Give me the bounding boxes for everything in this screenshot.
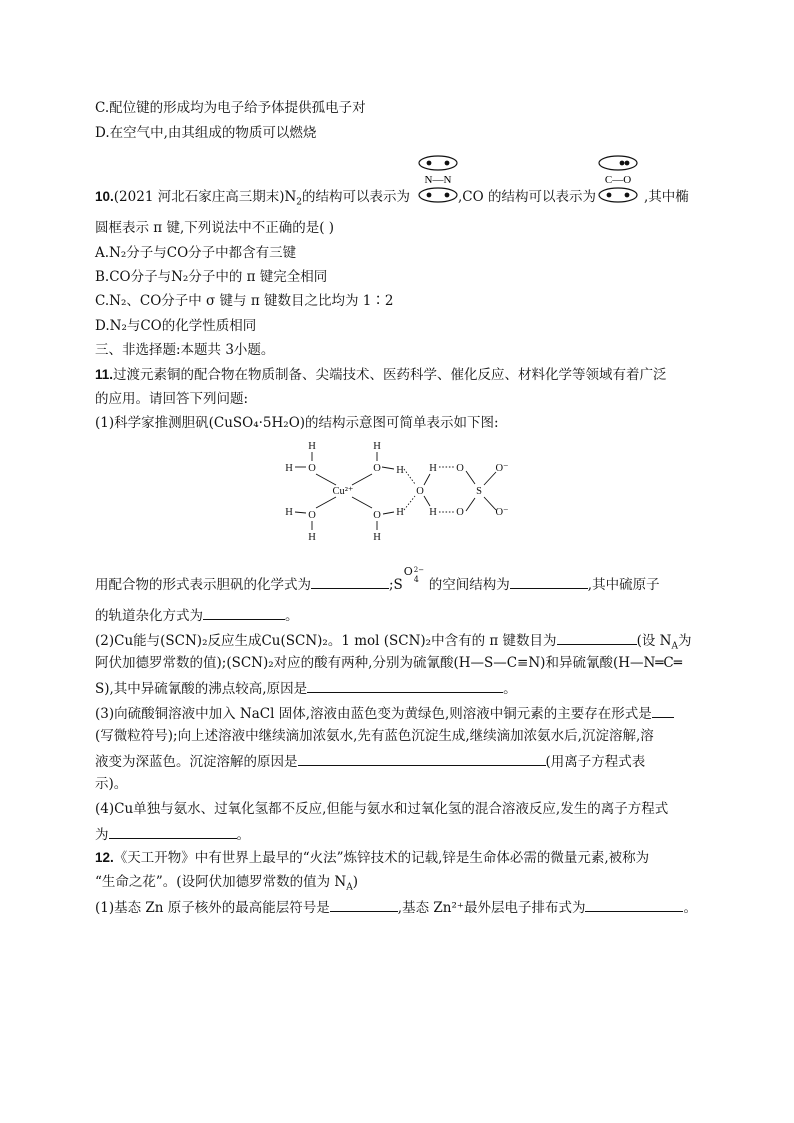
q10-option-c: C.N₂、CO分子中 σ 键与 π 键数目之比均为 1∶2 bbox=[95, 293, 394, 309]
q12-part1: (1)基态 Zn 原子核外的最高能层符号是 ,基态 Zn²⁺最外层电子排布式为 。 bbox=[95, 897, 697, 917]
answer-blank[interactable] bbox=[307, 678, 503, 693]
q11-part1-line1: 用配合物的形式表示胆矾的化学式为 ;S O 2− 4 的空间结构为 ,其中硫原子 bbox=[95, 565, 660, 593]
svg-text:O: O bbox=[373, 510, 381, 521]
q11-part2-line1: (2)Cu能与(SCN)₂反应生成Cu(SCN)₂。1 mol (SCN)₂中含有的 π 键数目为 (设 $N_A$为 bbox=[95, 630, 691, 656]
q11-part1-intro: (1)科学家推测胆矾(CuSO₄·5H₂O)的结构示意图可简单表示如下图: bbox=[95, 415, 499, 431]
q10-option-d: D.N₂与CO的化学性质相同 bbox=[95, 318, 257, 334]
answer-blank[interactable] bbox=[298, 751, 546, 766]
q11-stem-line2: 的应用。请回答下列问题: bbox=[95, 391, 249, 407]
q10-option-a: A.N₂分子与CO分子中都含有三键 bbox=[95, 245, 297, 261]
q10-stem-line2: 圆框表示 π 键,下列说法中不正确的是( ) bbox=[95, 220, 335, 236]
section-three-heading: 三、非选择题:本题共 3小题。 bbox=[95, 342, 275, 358]
answer-blank[interactable] bbox=[109, 824, 237, 839]
q11-part2-line3: S),其中异硫氰酸的沸点较高,原因是 。 bbox=[95, 678, 517, 698]
q11-part3-line2: (写微粒符号);向上述溶液中继续滴加浓氨水,先有蓝色沉淀生成,继续滴加浓氨水后,沉淀溶解,溶 bbox=[95, 728, 654, 744]
n2-label: N—N bbox=[424, 174, 452, 186]
svg-text:H: H bbox=[285, 507, 293, 518]
svg-text:H: H bbox=[308, 441, 316, 452]
q11-part3-line4: 示)。 bbox=[95, 776, 128, 792]
q10-option-b: B.CO分子与N₂分子中的 π 键完全相同 bbox=[95, 269, 328, 285]
q9-option-c: C.配位键的形成均为电子给予体提供孤电子对 bbox=[95, 100, 366, 116]
answer-blank[interactable] bbox=[652, 703, 674, 718]
svg-text:O: O bbox=[456, 507, 464, 518]
q11-number: 11. bbox=[95, 367, 114, 382]
q10-number: 10. bbox=[95, 189, 114, 204]
answer-blank[interactable] bbox=[557, 630, 637, 645]
svg-text:H: H bbox=[429, 507, 437, 518]
svg-text:H: H bbox=[285, 463, 293, 474]
q12-stem-line2: “生命之花”。(设阿伏加德罗常数的值为 $N_A$) bbox=[95, 874, 358, 893]
svg-text:O: O bbox=[456, 463, 464, 474]
q10-stem-line1: 10.(2021 河北石家庄高三期末)$N_2$的结构可以表示为 ,CO 的结构可以表示为 ,其中椭 bbox=[95, 189, 689, 208]
svg-text:H: H bbox=[396, 507, 404, 518]
svg-text:S: S bbox=[476, 486, 482, 497]
svg-text:O⁻: O⁻ bbox=[495, 463, 509, 474]
answer-blank[interactable] bbox=[330, 897, 398, 912]
q11-part3-line3: 液变为深蓝色。沉淀溶解的原因是 (用离子方程式表 bbox=[95, 751, 645, 771]
svg-text:O⁻: O⁻ bbox=[495, 507, 509, 518]
svg-text:H: H bbox=[308, 532, 316, 543]
chalcanthite-structure-diagram bbox=[280, 436, 520, 548]
svg-text:H: H bbox=[429, 463, 437, 474]
answer-blank[interactable] bbox=[311, 574, 389, 589]
q11-part2-line2: 阿伏加德罗常数的值);(SCN)₂对应的酸有两种,分别为硫氰酸(H—S—C≡N)和异硫氰酸(H—N═C═ bbox=[95, 655, 682, 671]
answer-blank[interactable] bbox=[203, 605, 285, 620]
svg-text:O: O bbox=[416, 486, 424, 497]
q12-number: 12. bbox=[95, 850, 114, 865]
q12-stem-line1: 12.《天工开物》中有世界上最早的“火法”炼锌技术的记载,锌是生命体必需的微量元素,被称为 bbox=[95, 850, 650, 866]
q11-part1-line2: 的轨道杂化方式为 。 bbox=[95, 605, 299, 625]
svg-text:O: O bbox=[373, 463, 381, 474]
q11-part3-line1: (3)向硫酸铜溶液中加入 NaCl 固体,溶液由蓝色变为黄绿色,则溶液中铜元素的主要存在形式是 bbox=[95, 703, 674, 723]
answer-blank[interactable] bbox=[585, 897, 683, 912]
co-label: C—O bbox=[604, 174, 632, 186]
svg-text:O: O bbox=[308, 463, 316, 474]
q11-stem-line1: 11.过渡元素铜的配合物在物质制备、尖端技术、医药科学、催化反应、材料化学等领域有着广泛 bbox=[95, 367, 667, 383]
svg-text:H: H bbox=[396, 465, 404, 476]
answer-blank[interactable] bbox=[510, 574, 588, 589]
svg-text:H: H bbox=[373, 532, 381, 543]
svg-text:H: H bbox=[373, 441, 381, 452]
svg-text:O: O bbox=[308, 510, 316, 521]
q11-part4-line1: (4)Cu单独与氨水、过氧化氢都不反应,但能与氨水和过氧化氢的混合溶液反应,发生的离子方程式 bbox=[95, 801, 669, 817]
svg-text:Cu²⁺: Cu²⁺ bbox=[332, 486, 354, 497]
q9-option-d: D.在空气中,由其组成的物质可以燃烧 bbox=[95, 125, 317, 141]
q11-part4-line2: 为 。 bbox=[95, 824, 250, 844]
